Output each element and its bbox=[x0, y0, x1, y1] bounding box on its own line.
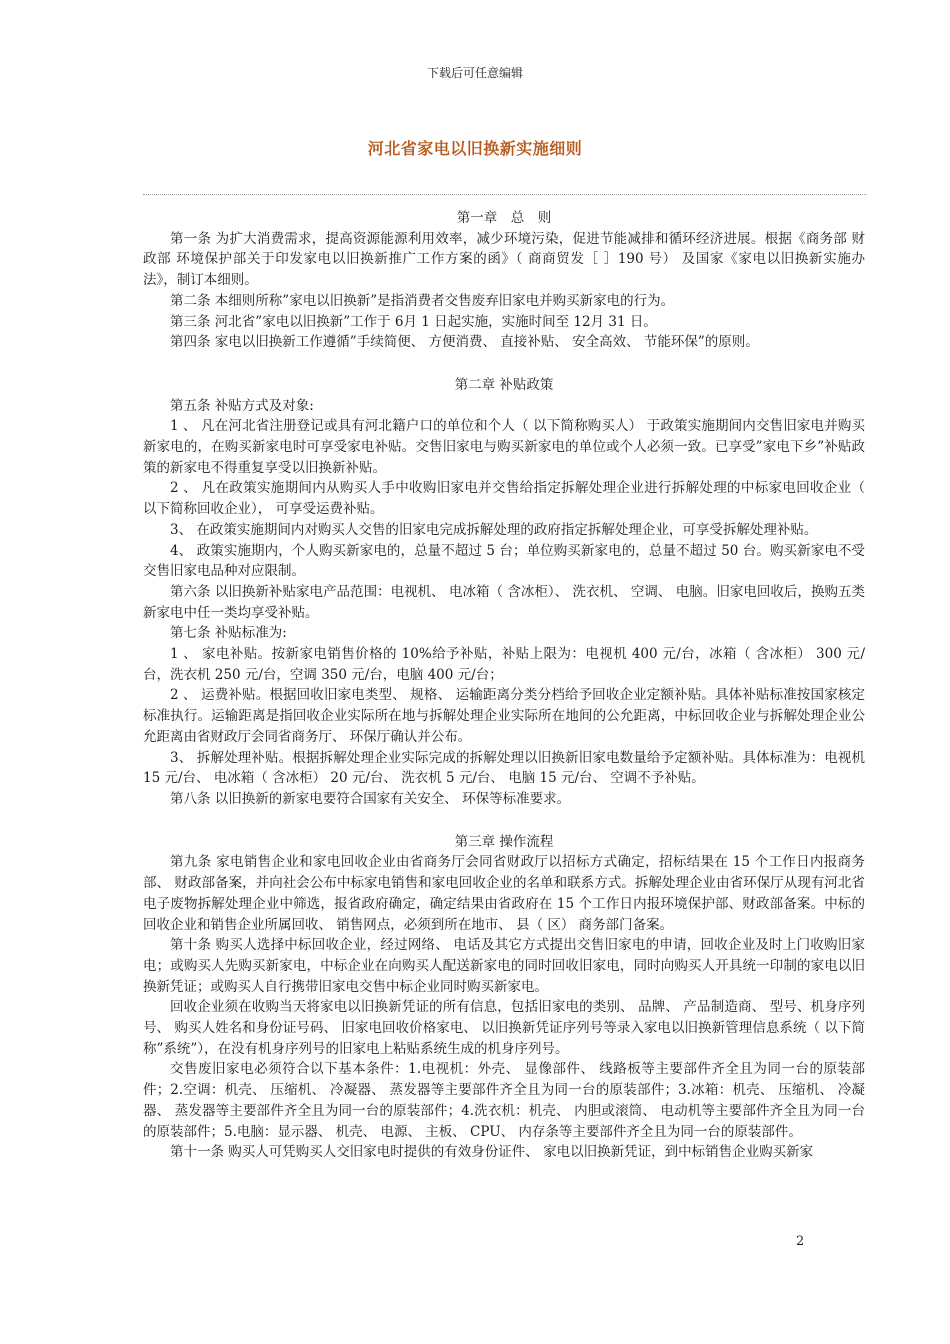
article-10-paragraph-3: 交售废旧家电必须符合以下基本条件：1.电视机：外壳、 显像部件、 线路板等主要部件齐全且为同一台的原装部件；2.空调：机壳、 压缩机、 冷凝器、 蒸发器等主要部件齐全且为同一台的原装部件；3.冰箱：机壳、 压缩机、 冷凝器、 蒸发器等主要部件齐全且为同一台的原装部件；4.洗衣机：机壳、 内胆或滚筒、 电动机等主要部件齐全且为同一台的原装部件；5.电脑：显示器、 机壳、 电源、 主板、 CPU、 内存条等主要部件齐全且为同一台的原装部件。 bbox=[143, 1061, 865, 1140]
page-header: 下载后可任意编辑 bbox=[426, 66, 523, 80]
chapter-1-heading: 第一章 总 则 bbox=[456, 210, 552, 226]
chapter-2-heading: 第二章 补贴政策 bbox=[454, 376, 554, 393]
article-7: 第七条 补贴标准为: bbox=[170, 625, 287, 642]
article-10: 第十条 购买人选择中标回收企业，经过网络、 电话及其它方式提出交售旧家电的申请，回收企业及时上门收购旧家电；或购买人先购买新家电，中标企业在向购买人配送新家电的同时回收旧家电，同时向购买人开具统一印制的家电以旧换新凭证；或购买人自行携带旧家电交售中标企业同时购买新家电。 bbox=[143, 937, 865, 995]
document-title: 河北省家电以旧换新实施细则 bbox=[367, 139, 583, 158]
chapter-3-heading: 第三章 操作流程 bbox=[454, 833, 554, 850]
article-5: 第五条 补贴方式及对象: bbox=[170, 397, 314, 414]
article-7-item-3: 3、 拆解处理补贴。根据拆解处理企业实际完成的拆解处理以旧换新旧家电数量给予定额补贴。具体标准为：电视机 15 元/台、 电冰箱（ 含冰柜） 20 元/台、 洗衣机 5 元/台、 电脑 15 元/台、 空调不予补贴。 bbox=[143, 749, 865, 787]
article-11: 第十一条 购买人可凭购买人交旧家电时提供的有效身份证件、 家电以旧换新凭证，到中标销售企业购买新家 bbox=[170, 1144, 814, 1161]
page-number: 2 bbox=[796, 1234, 805, 1249]
article-8: 第八条 以旧换新的新家电要符合国家有关安全、 环保等标准要求。 bbox=[170, 790, 571, 807]
article-9: 第九条 家电销售企业和家电回收企业由省商务厅会同省财政厅以招标方式确定，招标结果在 15 个工作日内报商务部、 财政部备案，并向社会公布中标家电销售和家电回收企业的名单和联系方式。拆解处理企业由省环保厅从现有河北省电子废物拆解处理企业中筛选，报省政府确定，确定结果由省政府在 15 个工作日内报环境保护部、财政部备案。中标的回收企业和销售企业所属回收、 销售网点，必须到所在地市、 县（ 区） 商务部门备案。 bbox=[143, 854, 865, 933]
article-5-item-4: 4、 政策实施期内，个人购买新家电的，总量不超过 5 台；单位购买新家电的，总量不超过 50 台。购买新家电不受交售旧家电品种对应限制。 bbox=[143, 542, 865, 580]
article-5-item-1: 1 、 凡在河北省注册登记或具有河北籍户口的单位和个人（ 以下简称购买人） 于政策实施期间内交售旧家电并购买新家电的，在购买新家电时可享受家电补贴。交售旧家电与购买新家电的单位或个人必须一致。已享受”家电下乡”补贴政策的新家电不得重复享受以旧换新补贴。 bbox=[143, 418, 865, 476]
article-1: 第一条 为扩大消费需求，提高资源能源利用效率，减少环境污染，促进节能减排和循环经济进展。根据《商务部 财政部 环境保护部关于印发家电以旧换新推广工作方案的函》（ 商商贸发［ ］190 号） 及国家《家电以旧换新实施办法》，制订本细则。 bbox=[143, 230, 865, 289]
article-3: 第三条 河北省”家电以旧换新”工作于 6月 1 日起实施，实施时间至 12月 31 日。 bbox=[170, 313, 657, 330]
chapter-gap bbox=[143, 353, 865, 375]
article-6: 第六条 以旧换新补贴家电产品范围：电视机、 电冰箱（ 含冰柜）、 洗衣机、 空调、 电脑。旧家电回收后，换购五类新家电中任一类均享受补贴。 bbox=[143, 583, 865, 621]
article-4: 第四条 家电以旧换新工作遵循”手续简便、 方便消费、 直接补贴、 安全高效、 节能环保”的原则。 bbox=[170, 334, 759, 351]
article-5-item-2: 2 、 凡在政策实施期间内从购买人手中收购旧家电并交售给指定拆解处理企业进行拆解处理的中标家电回收企业（ 以下简称回收企业）， 可享受运费补贴。 bbox=[143, 480, 865, 518]
article-7-item-2: 2 、 运费补贴。根据回收旧家电类型、 规格、 运输距离分类分档给予回收企业定额补贴。具体补贴标准按国家核定标准执行。运输距离是指回收企业实际所在地与拆解处理企业实际所在地间的公允距离，中标回收企业与拆解处理企业公允距离由省财政厅会同省商务厅、 环保厅确认并公布。 bbox=[143, 687, 865, 745]
article-5-item-3: 3、 在政策实施期间内对购买人交售的旧家电完成拆解处理的政府指定拆解处理企业，可享受拆解处理补贴。 bbox=[170, 521, 818, 538]
title-divider bbox=[143, 194, 867, 195]
article-10-paragraph-2: 回收企业须在收购当天将家电以旧换新凭证的所有信息，包括旧家电的类别、 品牌、 产品制造商、 型号、机身序列号、 购买人姓名和身份证号码、 旧家电回收价格家电、 以旧换新凭证序列号等录入家电以旧换新管理信息系统（ 以下简称”系统”），在没有机身序列号的旧家电上粘贴系统生成的机身序列号。 bbox=[143, 999, 865, 1057]
article-7-item-1: 1 、 家电补贴。按新家电销售价格的 10%给予补贴，补贴上限为：电视机 400 元/台，冰箱（ 含冰柜） 300 元/台，洗衣机 250 元/台，空调 350 元/台，电脑 400 元/台； bbox=[143, 646, 865, 683]
document-body bbox=[143, 208, 865, 1163]
article-2: 第二条 本细则所称”家电以旧换新”是指消费者交售废弃旧家电并购买新家电的行为。 bbox=[170, 292, 675, 309]
chapter-gap bbox=[143, 810, 865, 832]
